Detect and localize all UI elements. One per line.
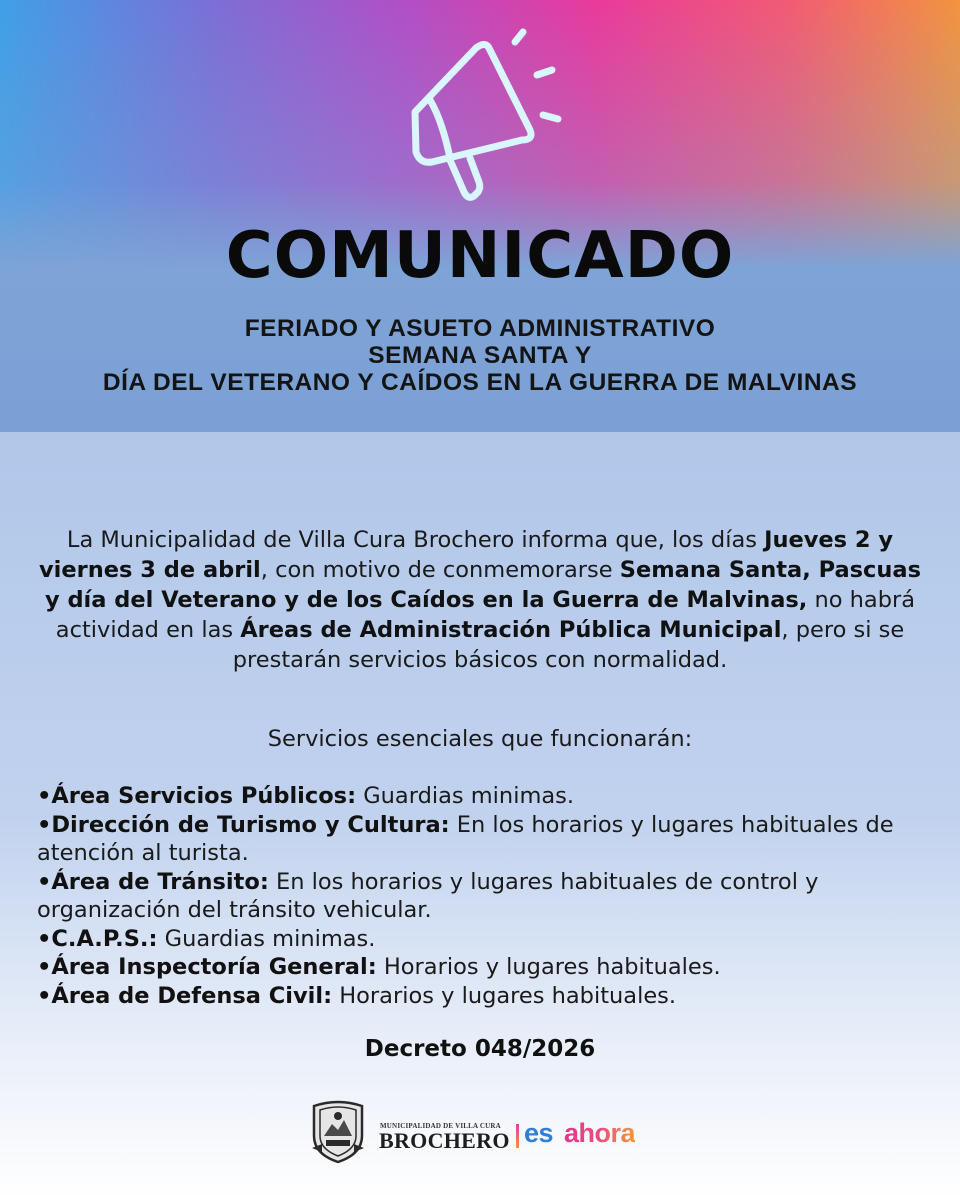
service-text: Horarios y lugares habituales. [376, 954, 721, 980]
services-list [37, 782, 937, 1010]
tagline-ahora: ahora [564, 1118, 636, 1148]
list-item [37, 953, 937, 982]
header-banner [0, 0, 960, 432]
subtitle-line: SEMANA SANTA Y [368, 342, 592, 369]
service-label: •Área de Tránsito: [37, 868, 269, 895]
list-item [37, 782, 937, 811]
logo-brochero-text: BROCHERO [379, 1128, 510, 1153]
service-label: •C.A.P.S.: [37, 925, 158, 952]
service-text: Guardias minimas. [356, 783, 575, 809]
tagline-es: es [524, 1118, 554, 1148]
municipal-crest-icon [308, 1096, 368, 1164]
service-text: En los horarios y lugares habituales de atención al turista. [37, 811, 894, 866]
intro-bold-areas: Áreas de Administración Pública Municipal [240, 617, 782, 643]
intro-paragraph [30, 525, 930, 675]
subtitle [0, 315, 960, 396]
list-item [37, 811, 937, 868]
subtitle-line: FERIADO Y ASUETO ADMINISTRATIVO [244, 315, 716, 342]
intro-bold-occasion: Semana Santa, Pascuas y día del Veterano y de los Caídos en la Guerra de Malvinas, [44, 557, 921, 613]
service-text: En los horarios y lugares habituales de control y organización del tránsito vehicular. [37, 868, 819, 923]
service-text: Horarios y lugares habituales. [332, 982, 677, 1009]
list-item [37, 982, 937, 1011]
subtitle-line: DÍA DEL VETERANO Y CAÍDOS EN LA GUERRA DE MALVINAS [102, 369, 858, 396]
page-title: COMUNICADO [225, 219, 735, 293]
logo-municipality-text: MUNICIPALIDAD DE VILLA CURA [380, 1122, 501, 1130]
intro-text: La Municipalidad de Villa Cura Brochero informa que, los días [66, 527, 765, 553]
list-item [37, 868, 937, 925]
service-text: Guardias minimas. [157, 925, 376, 952]
megaphone-icon [380, 20, 580, 210]
decree-number: Decreto 048/2026 [364, 1036, 596, 1062]
footer-logo [308, 1096, 668, 1166]
services-heading: Servicios esenciales que funcionarán: [267, 726, 693, 752]
intro-text: no habrá actividad en las [55, 587, 916, 643]
intro-bold-dates: Jueves 2 y viernes 3 de abril [39, 527, 894, 583]
service-label: •Área Inspectoría General: [37, 954, 377, 980]
service-label: •Dirección de Turismo y Cultura: [37, 811, 450, 838]
intro-text: , con motivo de conmemorarse [260, 557, 620, 583]
logo-divider [516, 1124, 519, 1148]
intro-text: , pero si se prestarán servicios básicos con normalidad. [232, 617, 905, 673]
service-label: •Área Servicios Públicos: [37, 783, 357, 809]
service-label: •Área de Defensa Civil: [37, 982, 333, 1009]
list-item [37, 925, 937, 954]
